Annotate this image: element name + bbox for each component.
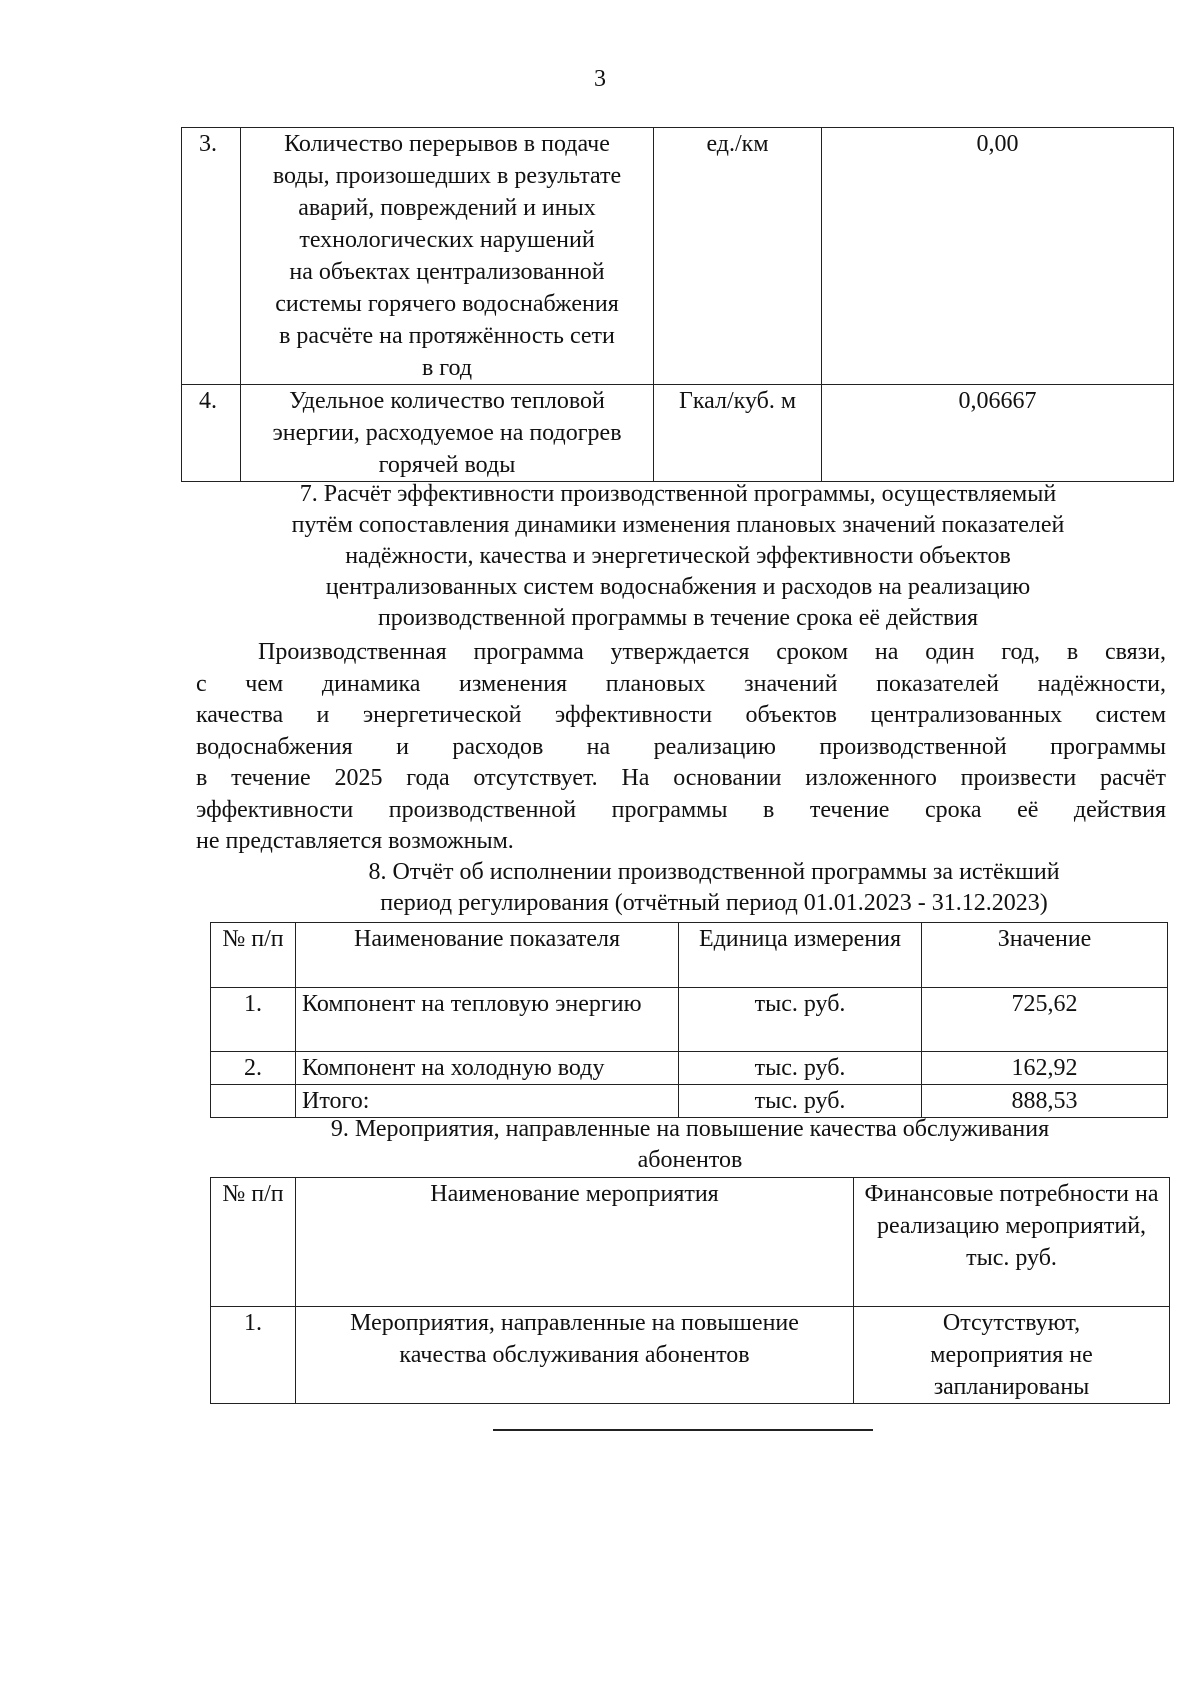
header-unit: Единица измерения xyxy=(679,923,922,988)
value-cell: 0,06667 xyxy=(822,385,1174,482)
header-name: Наименование мероприятия xyxy=(296,1178,854,1307)
text-line: Количество перерывов в подаче xyxy=(284,131,610,157)
text-line: Удельное количество тепловой xyxy=(289,388,605,414)
heading-line: период регулирования (отчётный период 01.01.2023 - 31.12.2023) xyxy=(380,890,1048,916)
closing-rule xyxy=(493,1429,873,1431)
table-row xyxy=(182,128,1174,385)
indicator-name xyxy=(296,988,679,1052)
row-number xyxy=(211,1085,296,1118)
unit-cell: тыс. руб. xyxy=(679,1052,922,1085)
row-number: 1. xyxy=(211,1307,296,1404)
indicator-name-text: Компонент на тепловую энергию xyxy=(302,991,642,1017)
indicator-name xyxy=(241,385,654,482)
table-row xyxy=(211,988,1168,1052)
value-cell: 0,00 xyxy=(822,128,1174,385)
text-line: на объектах централизованной xyxy=(289,259,605,285)
indicator-name: Компонент на холодную воду xyxy=(296,1052,679,1085)
heading-line: надёжности, качества и энергетической эффективности объектов xyxy=(345,543,1011,569)
header-num: № п/п xyxy=(211,1178,296,1307)
text-line: аварий, повреждений и иных xyxy=(298,195,596,221)
value-cell: 162,92 xyxy=(922,1052,1168,1085)
row-number: 2. xyxy=(211,1052,296,1085)
table-header-row xyxy=(211,923,1168,988)
indicator-name: Итого: xyxy=(296,1085,679,1118)
unit-cell: Гкал/куб. м xyxy=(654,385,822,482)
section-7-paragraph xyxy=(196,637,1166,858)
heading-line: путём сопоставления динамики изменения плановых значений показателей xyxy=(291,512,1065,538)
table-row xyxy=(211,1307,1170,1404)
text-line: системы горячего водоснабжения xyxy=(275,291,619,317)
measure-name: Мероприятия, направленные на повышение качества обслуживания абонентов xyxy=(296,1307,854,1404)
report-table xyxy=(210,922,1168,1118)
section-7-heading xyxy=(180,479,1176,634)
section-9-heading xyxy=(210,1114,1170,1176)
table-total-row xyxy=(211,1085,1168,1118)
finance-cell: Отсутствуют, мероприятия не запланированы xyxy=(854,1307,1170,1404)
measures-table xyxy=(210,1177,1170,1404)
header-finance: Финансовые потребности на реализацию мероприятий, тыс. руб. xyxy=(854,1178,1170,1307)
heading-line: 8. Отчёт об исполнении производственной программы за истёкший xyxy=(368,859,1060,885)
indicator-name xyxy=(241,128,654,385)
row-number: 4. xyxy=(182,385,241,482)
row-number: 1. xyxy=(211,988,296,1052)
unit-cell: тыс. руб. xyxy=(679,1085,922,1118)
text-line: качества и энергетической эффективности объектов централизованных систем xyxy=(196,702,1166,728)
header-name: Наименование показателя xyxy=(296,923,679,988)
text-line: не представляется возможным. xyxy=(196,828,514,854)
text-line: энергии, расходуемое на подогрев xyxy=(272,420,622,446)
text-line: горячей воды xyxy=(378,452,516,478)
text-line: в год xyxy=(421,355,473,381)
heading-line: 7. Расчёт эффективности производственной программы, осуществляемый xyxy=(299,481,1057,507)
text-line: воды, произошедших в результате xyxy=(272,163,622,189)
heading-line: абонентов xyxy=(637,1147,743,1173)
text-line: в течение 2025 года отсутствует. На основании изложенного произвести расчёт xyxy=(196,765,1166,791)
table-row xyxy=(182,385,1174,482)
text-line: технологических нарушений xyxy=(299,227,595,253)
header-value: Значение xyxy=(922,923,1168,988)
page-number: 3 xyxy=(594,66,606,92)
text-line: в расчёте на протяжённость сети xyxy=(279,323,615,349)
text-line: с чем динамика изменения плановых значений показателей надёжности, xyxy=(196,670,1166,697)
indicators-table-continued xyxy=(181,127,1174,482)
text-line: водоснабжения и расходов на реализацию производственной программы xyxy=(196,733,1166,760)
heading-line: 9. Мероприятия, направленные на повышение качества обслуживания xyxy=(330,1116,1050,1142)
section-8-heading xyxy=(216,857,1200,919)
unit-cell: ед./км xyxy=(654,128,822,385)
value-cell: 888,53 xyxy=(922,1085,1168,1118)
value-cell: 725,62 xyxy=(922,988,1168,1052)
table-row xyxy=(211,1052,1168,1085)
heading-line: производственной программы в течение срока её действия xyxy=(377,605,979,631)
unit-cell: тыс. руб. xyxy=(679,988,922,1052)
text-line: Производственная программа утверждается сроком на один год, в связи, xyxy=(258,639,1166,665)
header-num: № п/п xyxy=(211,923,296,988)
heading-line: централизованных систем водоснабжения и расходов на реализацию xyxy=(325,574,1031,600)
table-header-row xyxy=(211,1178,1170,1307)
text-line: эффективности производственной программы в течение срока её действия xyxy=(196,796,1166,823)
row-number: 3. xyxy=(182,128,241,385)
